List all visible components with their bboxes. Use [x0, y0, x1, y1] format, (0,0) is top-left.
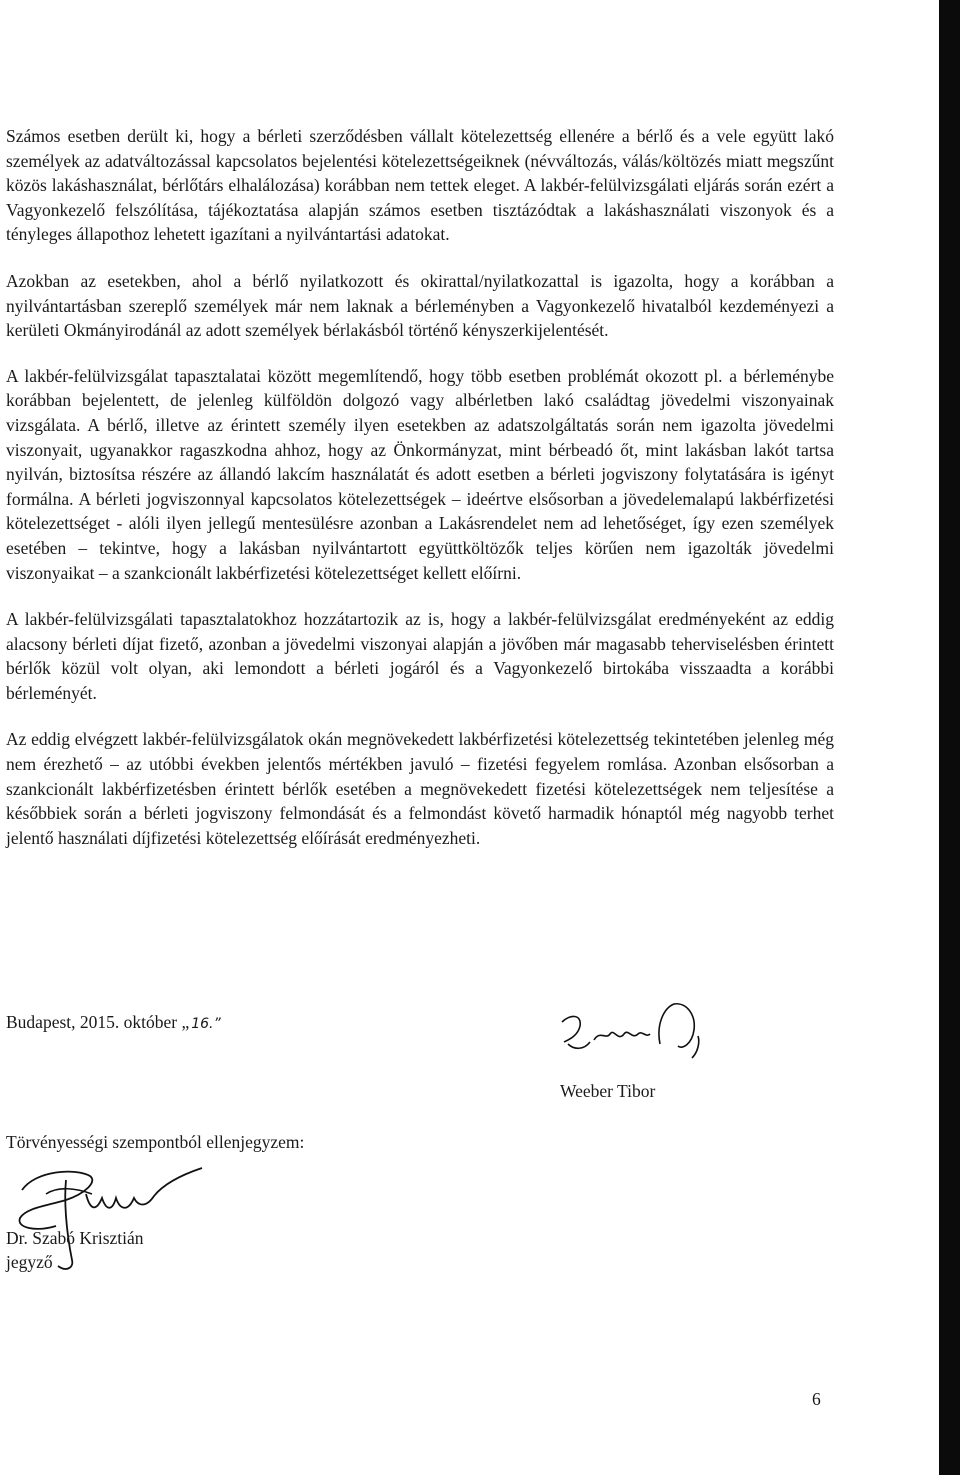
page-number: 6: [812, 1389, 821, 1409]
paragraph-3: A lakbér-felülvizsgálat tapasztalatai között megemlítendő, hogy több esetben problémát okozott pl. a bérleménybe korábban bejelentett, de jelenleg külföldön dolgozó vagy albérletben lakó családtag jövedelmi viszonyainak vizsgálata. A bérlő, illetve az érintett személy ilyen esetekben az adatszolgáltatás során nem igazolta jövedelmi viszonyait, ugyanakkor ragaszkodna ahhoz, hogy az Önkormányzat, mint bérbeadó őt, mint lakásban lakót tartsa nyilván, biztosítsa részére az állandó lakcím használatát és adott esetben a bérleti jogviszony folytatására is igényt formálna. A bérleti jogviszonnyal kapcsolatos kötelezettségek – ideértve elsősorban a jövedelemalapú lakbérfizetési kötelezettséget - alóli ilyen jellegű mentesülésre azonban a Lakásrendelet nem ad lehetőséget, így ezen személyek esetében – tekintve, hogy a lakásban nyilvántartott együttköltözők teljes körűen nem igazolták jövedelmi viszonyaikat – a szankcionált lakbérfizetési kötelezettséget kellett előírni.: [6, 365, 834, 583]
notary-title: jegyző: [6, 1252, 53, 1272]
signer-name: Weeber Tibor: [560, 1081, 656, 1101]
paragraph-4: A lakbér-felülvizsgálati tapasztalatokhoz hozzátartozik az is, hogy a lakbér-felülvizsgálat eredményeként az eddig alacsony bérleti díjat fizető, azonban a jövedelmi viszonyai alapján a jövőben már magasabb teherviselésben érintett bérlők közül volt olyan, aki lemondott a bérleti jogáról és a Vagyonkezelő birtokába visszaadta a korábbi bérleményét.: [6, 609, 834, 703]
place-date-text: Budapest, 2015. október „: [6, 1012, 190, 1032]
document-body: [6, 124, 834, 872]
paragraph-5: Az eddig elvégzett lakbér-felülvizsgálatok okán megnövekedett lakbérfizetési kötelezettség tekintetében jelenleg még nem érezhető – az utóbbi években jelentős mértékben javuló – fizetési fegyelem romlása. Azonban elsősorban a szankcionált lakbérfizetésben érintett bérlők esetében a megnövekedett fizetési kötelezettségek nem teljesítése a későbbiek során a bérleti jogviszony felmondását és a felmondást követő harmadik hónaptól még nagyobb terhet jelentő használati díjfizetési kötelezettség előírását eredményezheti.: [6, 729, 834, 848]
notary-name: Dr. Szabó Krisztián: [6, 1228, 144, 1248]
paragraph-2: Azokban az esetekben, ahol a bérlő nyilatkozott és okirattal/nyilatkozattal is igazolta, hogy a korábban a nyilvántartásban szereplő személyek már nem laknak a bérleményben a Vagyonkezelő hivatalból kezdeményezi a kerületi Okmányirodánál az adott személyek bérlakásból történő kényszerkijelentését.: [6, 270, 834, 341]
place-and-date: [6, 1010, 221, 1036]
paragraph-1: Számos esetben derült ki, hogy a bérleti szerződésben vállalt kötelezettség ellenére a bérlő és a vele együtt lakó személyek az adatváltozással kapcsolatos bejelentési kötelezettségeiknek (névváltozás, válás/költözés miatt megszűnt közös lakáshasználat, bérlőtárs elhalálozása) korábban nem tettek eleget. A lakbér-felülvizsgálati eljárás során ezért a Vagyonkezelő felszólítása, tájékoztatása alapján számos esetben tisztázódtak a lakáshasználati viszonyok és a tényleges állapothoz lehetett igazítani a nyilvántartási adatokat.: [6, 126, 834, 245]
handwritten-day: 16.”: [191, 1016, 221, 1032]
countersign-label: Törvényességi szempontból ellenjegyzem:: [6, 1132, 305, 1152]
notary-block: [6, 1226, 144, 1274]
signature-weeber: [560, 1000, 730, 1080]
scan-edge-shadow: [939, 0, 960, 1475]
